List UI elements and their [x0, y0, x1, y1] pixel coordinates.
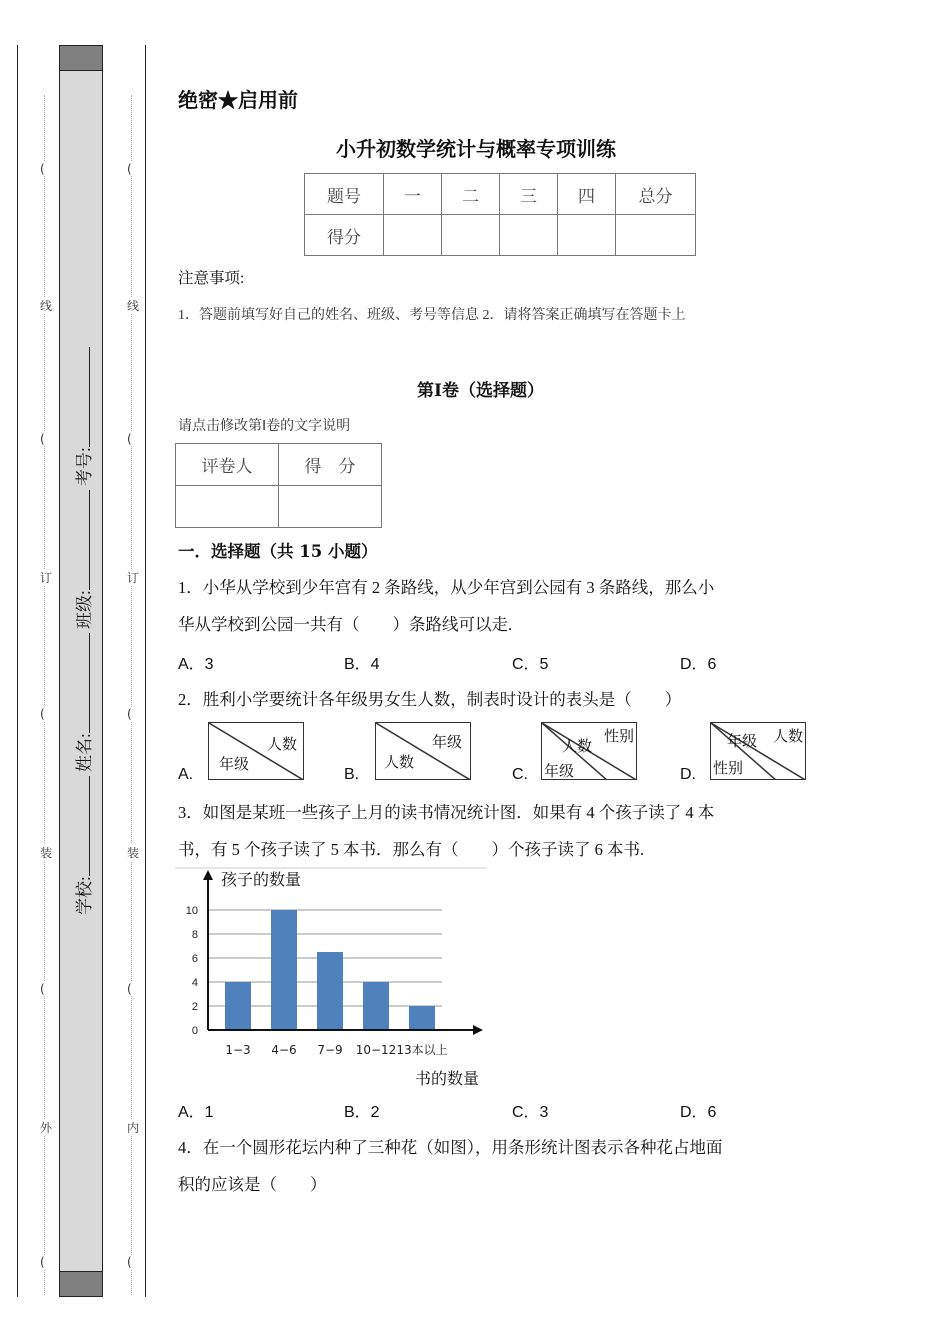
chart-x-axis-label: 书的数量 — [415, 1069, 480, 1088]
q2-option-c[interactable]: C. — [512, 766, 528, 783]
q3-option-b[interactable]: B．2 — [344, 1104, 380, 1121]
chart-bar — [225, 982, 251, 1030]
grader-cell[interactable] — [176, 486, 279, 528]
chart-x-tick-label: 13本以上 — [396, 1043, 448, 1057]
score-cell[interactable] — [500, 215, 558, 256]
q2a-top: 人数 — [267, 735, 298, 753]
chart-y-axis-label: 孩子的数量 — [221, 870, 302, 889]
chart-y-tick-label: 2 — [191, 1001, 198, 1013]
q2b-top: 年级 — [432, 733, 463, 751]
section-title: 一．选择题（共 15 小题） — [178, 542, 378, 561]
q3-line-2: 书，有 5 个孩子读了 5 本书．那么有（ ）个孩子读了 6 本书. — [178, 840, 645, 859]
chart-y-axis-arrow — [203, 870, 213, 880]
score-cell[interactable] — [384, 215, 442, 256]
class-label: 班级: — [75, 590, 94, 630]
q1-line-1: 1．小华从学校到少年宫有 2 条路线，从少年宫到公园有 3 条路线，那么小 — [178, 578, 715, 597]
margin-line-inner — [145, 45, 146, 1297]
cut-mark-left-0: ( — [40, 162, 45, 176]
cut-mark-left-7: 外 — [40, 1121, 53, 1135]
notice-title: 注意事项: — [178, 270, 245, 287]
binding-band-cap-top — [59, 45, 103, 71]
score-cell[interactable] — [616, 215, 696, 256]
cut-mark-right-2: ( — [127, 432, 132, 446]
q2d-bottom: 性别 — [713, 759, 744, 777]
q3-line-1: 3．如图是某班一些孩子上月的读书情况统计图．如果有 4 个孩子读了 4 本 — [178, 803, 715, 822]
part-title: 第Ⅰ卷（选择题） — [417, 381, 544, 401]
grader-cell[interactable] — [279, 486, 382, 528]
q2d-middle: 年级 — [727, 732, 758, 750]
chart-y-tick-label: 6 — [191, 953, 198, 965]
chart-x-tick-label: 7−9 — [317, 1043, 343, 1057]
q1-option-c[interactable]: C．5 — [512, 656, 549, 673]
part-note: 请点击修改第Ⅰ卷的文字说明 — [178, 419, 351, 434]
notice-body: 1．答题前填写好自己的姓名、班级、考号等信息 2．请将答案正确填写在答题卡上 — [178, 308, 686, 323]
q2b-bottom: 人数 — [384, 753, 415, 771]
cut-mark-right-1: 线 — [127, 299, 140, 313]
q3-option-d[interactable]: D．6 — [680, 1104, 717, 1121]
q2-header-b[interactable] — [375, 722, 471, 780]
chart-bar — [271, 910, 297, 1030]
score-header-2: 二 — [442, 174, 500, 215]
cut-mark-right-4: ( — [127, 707, 132, 721]
q2-line-1: 2．胜利小学要统计各年级男女生人数，制表时设计的表头是（ ） — [178, 690, 682, 709]
q2c-bottom: 年级 — [544, 762, 575, 780]
chart-y-tick-label: 8 — [191, 929, 198, 941]
chart-x-tick-label: 10−12 — [355, 1043, 397, 1057]
score-row-label: 得分 — [305, 215, 384, 256]
q1-option-b[interactable]: B．4 — [344, 656, 380, 673]
chart-x-axis-arrow — [473, 1025, 483, 1035]
cut-mark-left-2: ( — [40, 432, 45, 446]
reading-bar-chart — [175, 866, 490, 1092]
q3-option-a[interactable]: A．1 — [178, 1104, 214, 1121]
q2-header-c[interactable] — [541, 722, 637, 780]
chart-bar — [409, 1006, 435, 1030]
q2a-bottom: 年级 — [219, 755, 250, 773]
cut-mark-left-3: 订 — [40, 571, 53, 585]
cut-mark-right-0: ( — [127, 162, 132, 176]
cut-mark-right-3: 订 — [127, 571, 140, 585]
cut-mark-left-1: 线 — [40, 299, 53, 313]
score-header-1: 一 — [384, 174, 442, 215]
q2c-middle: 人数 — [562, 737, 593, 755]
secret-label: 绝密★启用前 — [178, 88, 298, 112]
score-table — [304, 173, 696, 256]
q4-line-1: 4．在一个圆形花坛内种了三种花（如图），用条形统计图表示各种花占地面 — [178, 1138, 723, 1157]
score-header-4: 四 — [558, 174, 616, 215]
q4-line-2: 积的应该是（ ） — [178, 1175, 327, 1194]
page-title: 小升初数学统计与概率专项训练 — [336, 137, 616, 161]
chart-bar — [363, 982, 389, 1030]
q2-option-d[interactable]: D. — [680, 766, 696, 783]
q1-option-d[interactable]: D．6 — [680, 656, 717, 673]
cut-line-right — [131, 95, 132, 1295]
q2-header-d[interactable] — [710, 722, 806, 780]
score-header-label: 题号 — [305, 174, 384, 215]
cut-mark-right-8: ( — [127, 1255, 132, 1269]
q1-line-2: 华从学校到公园一共有（ ）条路线可以走. — [178, 615, 513, 634]
grader-table — [175, 443, 382, 528]
score-header-3: 三 — [500, 174, 558, 215]
q2-option-a[interactable]: A. — [178, 766, 194, 783]
chart-y-tick-label: 0 — [191, 1025, 198, 1037]
q2-header-a[interactable] — [208, 722, 304, 780]
q1-option-a[interactable]: A．3 — [178, 656, 214, 673]
q2-option-b[interactable]: B. — [344, 766, 360, 783]
exam-id-label: 考号: — [75, 447, 94, 487]
student-info-labels — [70, 347, 95, 915]
cut-mark-left-5: 装 — [40, 846, 53, 860]
cut-mark-left-4: ( — [40, 707, 45, 721]
chart-y-tick-label: 4 — [191, 977, 198, 989]
chart-x-tick-label: 4−6 — [271, 1043, 297, 1057]
exam-id-blank — [75, 347, 90, 447]
name-label: 姓名: — [75, 733, 94, 773]
score-header-total: 总分 — [616, 174, 696, 215]
margin-line-outer — [17, 45, 18, 1297]
score-cell[interactable] — [558, 215, 616, 256]
school-label: 学校: — [75, 876, 94, 915]
grader-label: 评卷人 — [176, 444, 279, 486]
score-cell[interactable] — [442, 215, 500, 256]
cut-mark-right-6: ( — [127, 982, 132, 996]
cut-mark-left-6: ( — [40, 982, 45, 996]
chart-y-tick-label: 10 — [185, 905, 198, 917]
q2c-top: 性别 — [604, 727, 635, 745]
cut-line-left — [44, 95, 45, 1295]
cut-mark-right-7: 内 — [127, 1121, 140, 1135]
chart-x-tick-label: 1−3 — [225, 1043, 251, 1057]
binding-band-cap-bottom — [59, 1271, 103, 1297]
chart-bar — [317, 952, 343, 1030]
cut-mark-right-5: 装 — [127, 846, 140, 860]
q2d-top: 人数 — [773, 727, 804, 745]
class-blank — [75, 490, 90, 590]
q3-option-c[interactable]: C．3 — [512, 1104, 549, 1121]
name-blank — [75, 633, 90, 733]
cut-mark-left-8: ( — [40, 1255, 45, 1269]
school-blank — [75, 776, 90, 876]
grader-score-label: 得 分 — [279, 444, 382, 486]
